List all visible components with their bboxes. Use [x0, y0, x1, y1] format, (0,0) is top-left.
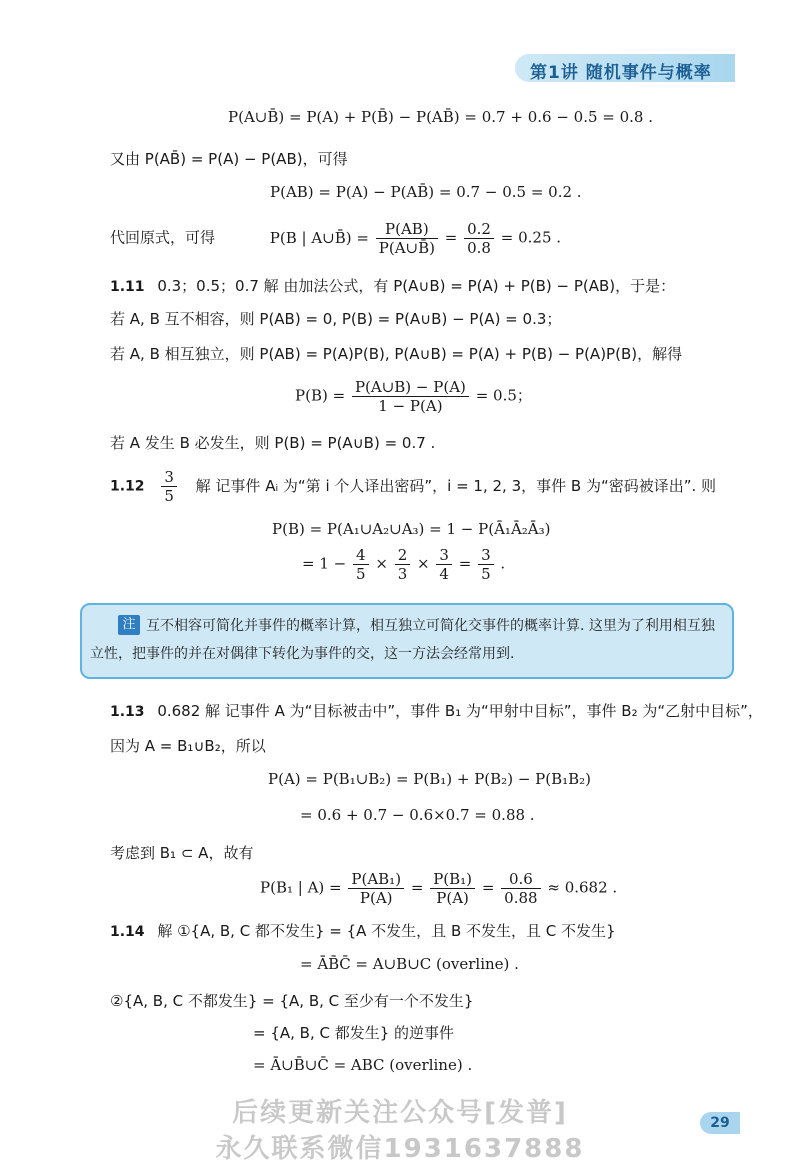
text-line-2: 又由 P(AB̄) = P(A) − P(AB)，可得 [110, 150, 348, 168]
frac-4-5: $\frac{4}{5}$ [353, 546, 369, 583]
problem-text: 0.3；0.5；0.7 解 由加法公式，有 P(A∪B) = P(A) + P(B) − P(AB)，于是： [157, 277, 676, 295]
frac-2-3: $\frac{2}{3}$ [395, 546, 411, 583]
eq-line-4 [110, 220, 561, 257]
page-number: 29 [700, 1112, 740, 1134]
eq-line-1: P(A∪B̄) = P(A) + P(B̄) − P(AB̄) = 0.7 + 0.6 − 0.5 = 0.8 . [228, 108, 654, 126]
p112-answer-frac: $\frac{3}{5}$ [161, 468, 177, 505]
problem-1-14 [110, 920, 616, 941]
problem-1-12 [110, 468, 716, 505]
p111c-lhs: P(B) = [295, 386, 346, 405]
problem-number: 1.14 [110, 924, 145, 940]
p114-line-b: = ĀB̄C̄ = A∪B∪C (overline) . [300, 955, 519, 973]
p113-eq-3: P(B₁ | A) = $\frac{\text{P(AB₁)}}{P(A)}$ = $\frac{\text{P(B₁)}}{P(A)}$ = $\frac{0.6}{0.88}$ ≈ 0.682 . [260, 870, 618, 907]
p111c-tail: = 0.5； [475, 386, 532, 405]
frac-B1-A: $\frac{\text{P(B₁)}}{P(A)}$ [430, 870, 475, 907]
frac-3-5: $\frac{3}{5}$ [478, 546, 494, 583]
p114-line-e: = Ā∪B̄∪C̄ = ABC (overline) . [253, 1056, 473, 1074]
eq-line-3: P(AB) = P(A) − P(AB̄) = 0.7 − 0.5 = 0.2 . [270, 183, 582, 201]
eq4-equals: = [444, 228, 458, 247]
problem-number: 1.13 [110, 704, 145, 720]
p113-line-c: 考虑到 B₁ ⊂ A，故有 [110, 844, 254, 862]
eq4-frac-1: $\frac{P(AB)}{P(A\cup B̄)}$ [376, 220, 438, 257]
p114-line-c: ②{A, B, C 不都发生} = {A, B, C 至少有一个不发生} [110, 992, 474, 1010]
eq4-lhs: P(B | A∪B̄) = [269, 228, 369, 247]
eq4-frac-2: $\frac{0.2}{0.8}$ [464, 220, 494, 257]
problem-text: 0.682 解 记事件 A 为“目标被击中”，事件 B₁ 为“甲射中目标”，事件 B₂ 为“乙射中目标”， [157, 702, 763, 720]
eq4-tail: = 0.25 . [500, 228, 562, 247]
p111c-frac: $\frac{P(A\cup B) - P(A)}{1 - P(A)}$ [352, 378, 469, 415]
p114-line-d: = {A, B, C 都发生} 的逆事件 [253, 1024, 455, 1042]
p113-eq-2: = 0.6 + 0.7 − 0.6×0.7 = 0.88 . [300, 806, 535, 824]
problem-number: 1.11 [110, 279, 145, 295]
problem-number: 1.12 [110, 478, 145, 495]
watermark-line-2: 永久联系微信1931637888 [215, 1134, 585, 1164]
p111-line-d: 若 A 发生 B 必发生，则 P(B) = P(A∪B) = 0.7 . [110, 434, 436, 452]
note-text: 互不相容可简化并事件的概率计算，相互独立可简化交事件的概率计算. 这里为了利用相互独立性，把事件的并在对偶律下转化为事件的交，这一方法会经常用到. [90, 618, 715, 662]
p113-eq-1: P(A) = P(B₁∪B₂) = P(B₁) + P(B₂) − P(B₁B₂) [268, 770, 592, 788]
problem-text: 解 记事件 Aᵢ 为“第 i 个人译出密码”，i = 1, 2, 3，事件 B 为“密码被译出”. 则 [195, 476, 717, 495]
p113-line-b: 因为 A = B₁∪B₂，所以 [110, 737, 266, 755]
problem-text: 解 ①{A, B, C 都不发生} = {A 不发生，且 B 不发生，且 C 不发生} [157, 922, 616, 940]
problem-1-13 [110, 700, 763, 721]
eq4-prefix: 代回原式，可得 [110, 228, 216, 247]
p111-line-c [295, 378, 532, 415]
watermark-line-1: 后续更新关注公众号[发普] [232, 1098, 568, 1128]
frac-06-088: $\frac{0.6}{0.88}$ [501, 870, 540, 907]
p111-line-b: 若 A, B 相互独立，则 P(AB) = P(A)P(B), P(A∪B) = P(A) + P(B) − P(A)P(B)，解得 [110, 345, 683, 363]
p111-line-a: 若 A, B 互不相容，则 P(AB) = 0, P(B) = P(A∪B) − P(A) = 0.3； [110, 310, 562, 328]
p112-eq-1: P(B) = P(A₁∪A₂∪A₃) = 1 − P(Ā₁Ā₂Ā₃) [272, 520, 551, 538]
header-title: 第1讲 随机事件与概率 [530, 63, 712, 83]
frac-3-4: $\frac{3}{4}$ [436, 546, 452, 583]
p112-eq-2: = 1 − $\frac{4}{5}$ × $\frac{2}{3}$ × $\frac{3}{4}$ = $\frac{3}{5}$ . [302, 546, 506, 583]
frac-AB1-A: $\frac{\text{P(AB₁)}}{P(A)}$ [348, 870, 404, 907]
note-badge: 注 [118, 615, 140, 635]
problem-1-11 [110, 275, 675, 296]
